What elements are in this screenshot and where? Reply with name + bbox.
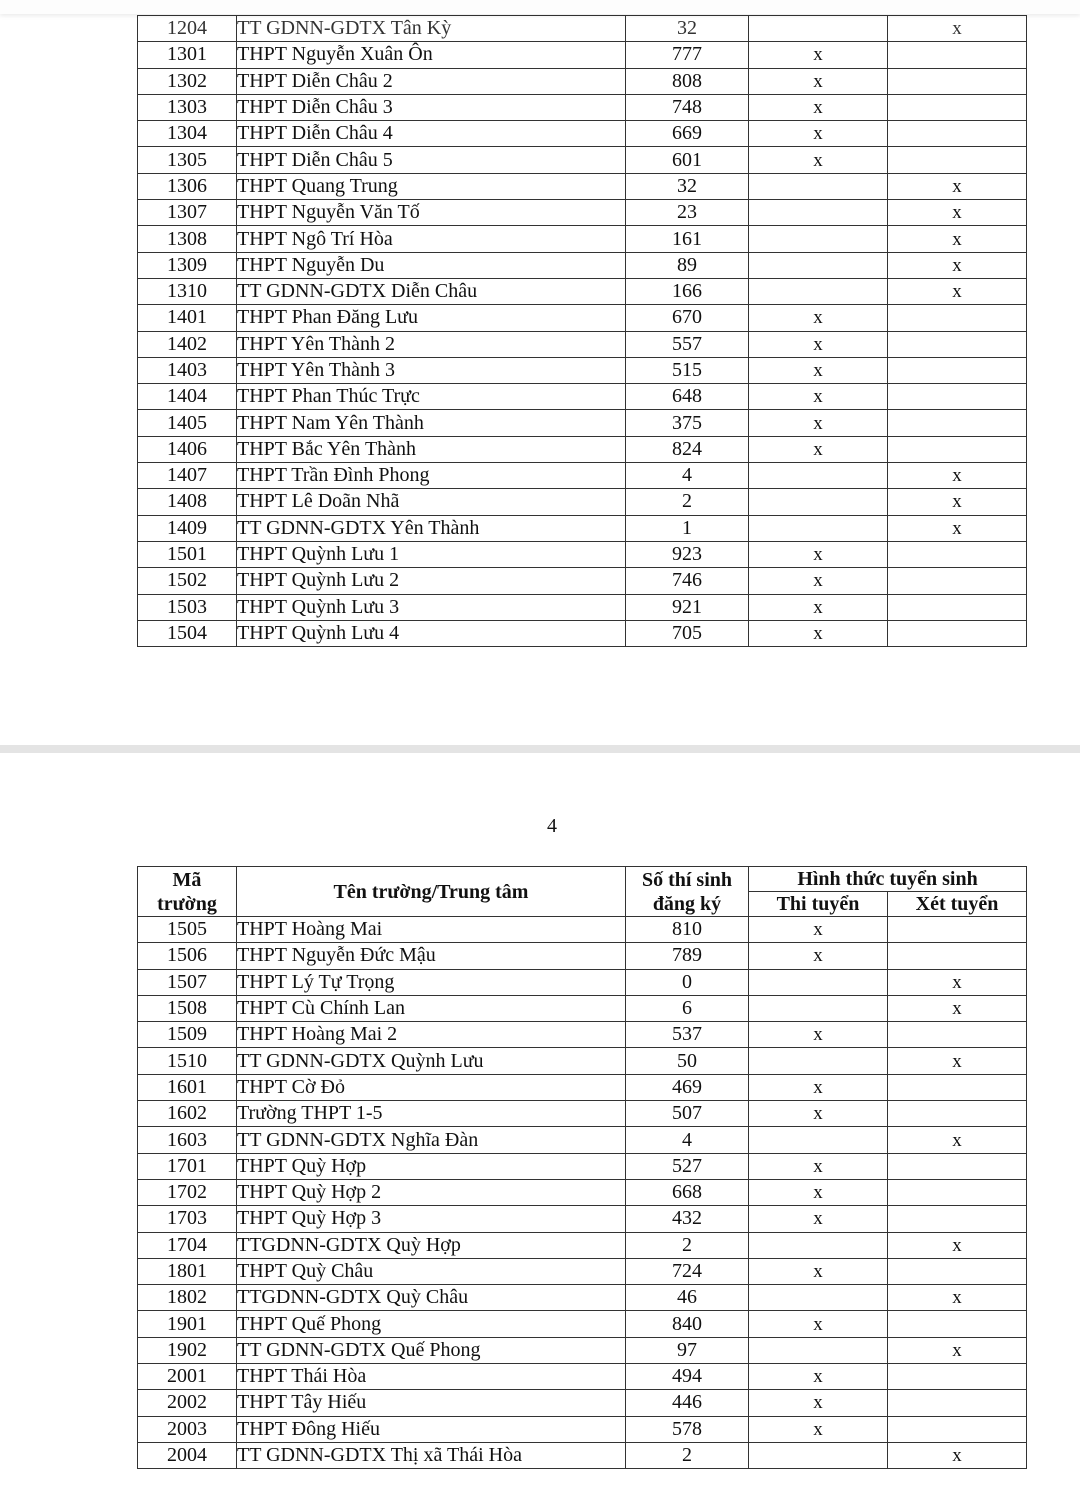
table-row — [138, 278, 1027, 304]
exam-mark: x — [749, 436, 888, 462]
registrant-count: 166 — [626, 278, 749, 304]
exam-mark: x — [749, 42, 888, 68]
school-code: 1704 — [138, 1232, 237, 1258]
table-row — [138, 1232, 1027, 1258]
school-name: THPT Hoàng Mai — [237, 917, 626, 943]
school-name: THPT Nguyễn Du — [237, 252, 626, 278]
review-mark — [888, 568, 1027, 594]
table-row — [138, 226, 1027, 252]
review-mark: x — [888, 463, 1027, 489]
school-code: 1308 — [138, 226, 237, 252]
registrant-count: 1 — [626, 515, 749, 541]
school-code: 1406 — [138, 436, 237, 462]
table-row — [138, 121, 1027, 147]
school-name: THPT Nguyễn Đức Mậu — [237, 943, 626, 969]
school-code: 1504 — [138, 620, 237, 646]
registrant-count: 537 — [626, 1022, 749, 1048]
school-name: THPT Lê Doãn Nhã — [237, 489, 626, 515]
table-row — [138, 1022, 1027, 1048]
registrant-count: 23 — [626, 200, 749, 226]
exam-mark: x — [749, 1364, 888, 1390]
registrant-count: 921 — [626, 594, 749, 620]
exam-mark: x — [749, 1101, 888, 1127]
school-code: 1409 — [138, 515, 237, 541]
exam-mark: x — [749, 357, 888, 383]
exam-mark: x — [749, 541, 888, 567]
exam-mark: x — [749, 1074, 888, 1100]
registrant-count: 432 — [626, 1206, 749, 1232]
school-code: 1307 — [138, 200, 237, 226]
header-name: Tên trường/Trung tâm — [237, 867, 626, 917]
school-name: THPT Phan Đăng Lưu — [237, 305, 626, 331]
table-row — [138, 42, 1027, 68]
exam-mark: x — [749, 594, 888, 620]
exam-mark — [749, 173, 888, 199]
review-mark — [888, 147, 1027, 173]
review-mark: x — [888, 16, 1027, 42]
exam-mark: x — [749, 917, 888, 943]
review-mark — [888, 1258, 1027, 1284]
review-mark — [888, 384, 1027, 410]
school-code: 1902 — [138, 1337, 237, 1363]
review-mark: x — [888, 969, 1027, 995]
review-mark: x — [888, 278, 1027, 304]
school-code: 1403 — [138, 357, 237, 383]
school-name: THPT Trần Đình Phong — [237, 463, 626, 489]
registrant-count: 2 — [626, 1442, 749, 1468]
table-row — [138, 1364, 1027, 1390]
registrant-count: 89 — [626, 252, 749, 278]
school-name: TT GDNN-GDTX Quỳnh Lưu — [237, 1048, 626, 1074]
review-mark: x — [888, 1337, 1027, 1363]
registrant-count: 557 — [626, 331, 749, 357]
header-code: Mã trường — [138, 867, 237, 917]
review-mark: x — [888, 200, 1027, 226]
school-code: 2003 — [138, 1416, 237, 1442]
review-mark: x — [888, 173, 1027, 199]
school-code: 1506 — [138, 943, 237, 969]
school-code: 1702 — [138, 1179, 237, 1205]
registrant-count: 375 — [626, 410, 749, 436]
registrant-count: 705 — [626, 620, 749, 646]
school-name: TT GDNN-GDTX Yên Thành — [237, 515, 626, 541]
school-name: THPT Diễn Châu 5 — [237, 147, 626, 173]
school-code: 1602 — [138, 1101, 237, 1127]
school-code: 1302 — [138, 68, 237, 94]
school-code: 1401 — [138, 305, 237, 331]
school-code: 1402 — [138, 331, 237, 357]
registrant-count: 746 — [626, 568, 749, 594]
review-mark — [888, 943, 1027, 969]
exam-mark — [749, 463, 888, 489]
registrant-count: 2 — [626, 1232, 749, 1258]
header-exam: Thi tuyển — [749, 892, 888, 917]
school-code: 1802 — [138, 1285, 237, 1311]
exam-mark — [749, 252, 888, 278]
school-code: 1703 — [138, 1206, 237, 1232]
review-mark — [888, 42, 1027, 68]
school-name: TT GDNN-GDTX Tân Kỳ — [237, 16, 626, 42]
school-code: 1503 — [138, 594, 237, 620]
registrant-count: 748 — [626, 94, 749, 120]
exam-mark — [749, 489, 888, 515]
table-row — [138, 200, 1027, 226]
table-row — [138, 463, 1027, 489]
exam-mark: x — [749, 1206, 888, 1232]
exam-mark: x — [749, 410, 888, 436]
table-row — [138, 252, 1027, 278]
exam-mark: x — [749, 568, 888, 594]
school-code: 1507 — [138, 969, 237, 995]
review-mark: x — [888, 1048, 1027, 1074]
school-name: THPT Quỳnh Lưu 2 — [237, 568, 626, 594]
school-name: THPT Quỳ Hợp 2 — [237, 1179, 626, 1205]
review-mark — [888, 68, 1027, 94]
exam-mark: x — [749, 1311, 888, 1337]
school-name: TT GDNN-GDTX Quế Phong — [237, 1337, 626, 1363]
table-row — [138, 1179, 1027, 1205]
table-header-row — [138, 867, 1027, 892]
registrant-count: 6 — [626, 995, 749, 1021]
school-code: 1509 — [138, 1022, 237, 1048]
school-name: THPT Phan Thúc Trực — [237, 384, 626, 410]
review-mark — [888, 1101, 1027, 1127]
exam-mark — [749, 278, 888, 304]
registrant-count: 50 — [626, 1048, 749, 1074]
review-mark: x — [888, 1442, 1027, 1468]
school-code: 1601 — [138, 1074, 237, 1100]
table-row — [138, 969, 1027, 995]
table-row — [138, 410, 1027, 436]
school-name: Trường THPT 1-5 — [237, 1101, 626, 1127]
school-code: 1306 — [138, 173, 237, 199]
school-code: 1301 — [138, 42, 237, 68]
table-row — [138, 357, 1027, 383]
registrant-count: 97 — [626, 1337, 749, 1363]
school-name: THPT Tây Hiếu — [237, 1390, 626, 1416]
school-name: THPT Quế Phong — [237, 1311, 626, 1337]
table-row — [138, 1258, 1027, 1284]
school-name: THPT Nguyễn Văn Tố — [237, 200, 626, 226]
exam-mark: x — [749, 620, 888, 646]
school-name: THPT Bắc Yên Thành — [237, 436, 626, 462]
table-row — [138, 1390, 1027, 1416]
registrant-count: 789 — [626, 943, 749, 969]
review-mark — [888, 331, 1027, 357]
review-mark — [888, 436, 1027, 462]
table-row — [138, 568, 1027, 594]
review-mark — [888, 1153, 1027, 1179]
registrant-count: 469 — [626, 1074, 749, 1100]
school-name: THPT Nam Yên Thành — [237, 410, 626, 436]
school-code: 2002 — [138, 1390, 237, 1416]
registrant-count: 669 — [626, 121, 749, 147]
review-mark — [888, 1416, 1027, 1442]
exam-mark: x — [749, 943, 888, 969]
review-mark — [888, 305, 1027, 331]
school-code: 1304 — [138, 121, 237, 147]
review-mark — [888, 94, 1027, 120]
table-row-partial — [138, 16, 1027, 42]
exam-mark: x — [749, 94, 888, 120]
registrant-count: 494 — [626, 1364, 749, 1390]
exam-mark: x — [749, 1179, 888, 1205]
registrant-count: 46 — [626, 1285, 749, 1311]
school-name: TT GDNN-GDTX Nghĩa Đàn — [237, 1127, 626, 1153]
school-code: 1305 — [138, 147, 237, 173]
table-row — [138, 620, 1027, 646]
document-page-3 — [0, 0, 1080, 745]
registrant-count: 810 — [626, 917, 749, 943]
admission-table-page-3 — [137, 15, 1027, 647]
school-code: 1303 — [138, 94, 237, 120]
exam-mark: x — [749, 305, 888, 331]
school-code: 1407 — [138, 463, 237, 489]
school-code: 1204 — [138, 16, 237, 42]
table-row — [138, 384, 1027, 410]
exam-mark — [749, 1285, 888, 1311]
page-divider — [0, 745, 1080, 753]
exam-mark — [749, 1232, 888, 1258]
review-mark — [888, 1022, 1027, 1048]
review-mark: x — [888, 1127, 1027, 1153]
review-mark: x — [888, 1232, 1027, 1258]
exam-mark: x — [749, 121, 888, 147]
header-method: Hình thức tuyển sinh — [749, 867, 1027, 892]
table-row — [138, 173, 1027, 199]
registrant-count: 446 — [626, 1390, 749, 1416]
review-mark — [888, 410, 1027, 436]
exam-mark: x — [749, 147, 888, 173]
registrant-count: 32 — [626, 173, 749, 199]
review-mark — [888, 917, 1027, 943]
table-row — [138, 1206, 1027, 1232]
school-name: THPT Quang Trung — [237, 173, 626, 199]
school-name: TTGDNN-GDTX Quỳ Hợp — [237, 1232, 626, 1258]
school-name: THPT Đông Hiếu — [237, 1416, 626, 1442]
review-mark: x — [888, 515, 1027, 541]
school-code: 1404 — [138, 384, 237, 410]
school-code: 1701 — [138, 1153, 237, 1179]
table-row — [138, 1311, 1027, 1337]
exam-mark — [749, 969, 888, 995]
school-code: 1901 — [138, 1311, 237, 1337]
review-mark: x — [888, 252, 1027, 278]
table-row — [138, 943, 1027, 969]
school-code: 1408 — [138, 489, 237, 515]
table-row — [138, 515, 1027, 541]
admission-table-page-4 — [137, 866, 1027, 1469]
registrant-count: 507 — [626, 1101, 749, 1127]
registrant-count: 601 — [626, 147, 749, 173]
school-code: 2001 — [138, 1364, 237, 1390]
page-number: 4 — [547, 815, 557, 837]
table-row — [138, 1285, 1027, 1311]
registrant-count: 32 — [626, 16, 749, 42]
school-name: THPT Quỳnh Lưu 3 — [237, 594, 626, 620]
table-row — [138, 1127, 1027, 1153]
registrant-count: 4 — [626, 1127, 749, 1153]
exam-mark: x — [749, 1416, 888, 1442]
exam-mark — [749, 1442, 888, 1468]
school-name: THPT Diễn Châu 3 — [237, 94, 626, 120]
school-name: THPT Nguyễn Xuân Ôn — [237, 42, 626, 68]
review-mark — [888, 620, 1027, 646]
school-code: 1510 — [138, 1048, 237, 1074]
table-row — [138, 305, 1027, 331]
table-row — [138, 489, 1027, 515]
school-code: 1505 — [138, 917, 237, 943]
school-name: THPT Cù Chính Lan — [237, 995, 626, 1021]
exam-mark: x — [749, 1258, 888, 1284]
review-mark — [888, 594, 1027, 620]
review-mark — [888, 1364, 1027, 1390]
exam-mark — [749, 515, 888, 541]
registrant-count: 578 — [626, 1416, 749, 1442]
registrant-count: 777 — [626, 42, 749, 68]
exam-mark: x — [749, 384, 888, 410]
review-mark — [888, 1390, 1027, 1416]
school-name: THPT Quỳ Hợp 3 — [237, 1206, 626, 1232]
review-mark — [888, 541, 1027, 567]
exam-mark — [749, 16, 888, 42]
registrant-count: 808 — [626, 68, 749, 94]
table-row — [138, 1153, 1027, 1179]
table-row — [138, 995, 1027, 1021]
registrant-count: 2 — [626, 489, 749, 515]
school-code: 1309 — [138, 252, 237, 278]
exam-mark — [749, 200, 888, 226]
registrant-count: 0 — [626, 969, 749, 995]
exam-mark: x — [749, 1153, 888, 1179]
school-name: THPT Hoàng Mai 2 — [237, 1022, 626, 1048]
school-name: THPT Quỳnh Lưu 1 — [237, 541, 626, 567]
exam-mark — [749, 1337, 888, 1363]
school-name: THPT Diễn Châu 4 — [237, 121, 626, 147]
table-row — [138, 1416, 1027, 1442]
school-code: 1405 — [138, 410, 237, 436]
registrant-count: 4 — [626, 463, 749, 489]
document-page-4 — [0, 753, 1080, 1496]
school-code: 1508 — [138, 995, 237, 1021]
school-name: THPT Quỳ Châu — [237, 1258, 626, 1284]
table-row — [138, 436, 1027, 462]
school-code: 2004 — [138, 1442, 237, 1468]
table-row — [138, 1048, 1027, 1074]
school-name: THPT Quỳnh Lưu 4 — [237, 620, 626, 646]
review-mark: x — [888, 1285, 1027, 1311]
table-row — [138, 1337, 1027, 1363]
registrant-count: 840 — [626, 1311, 749, 1337]
review-mark — [888, 121, 1027, 147]
school-name: THPT Diễn Châu 2 — [237, 68, 626, 94]
school-code: 1801 — [138, 1258, 237, 1284]
table-row — [138, 147, 1027, 173]
review-mark — [888, 1311, 1027, 1337]
school-code: 1501 — [138, 541, 237, 567]
school-code: 1603 — [138, 1127, 237, 1153]
registrant-count: 923 — [626, 541, 749, 567]
registrant-count: 668 — [626, 1179, 749, 1205]
school-name: TT GDNN-GDTX Thị xã Thái Hòa — [237, 1442, 626, 1468]
exam-mark: x — [749, 68, 888, 94]
table-row — [138, 331, 1027, 357]
exam-mark: x — [749, 1022, 888, 1048]
school-name: THPT Quỳ Hợp — [237, 1153, 626, 1179]
table-row — [138, 541, 1027, 567]
exam-mark: x — [749, 1390, 888, 1416]
registrant-count: 161 — [626, 226, 749, 252]
exam-mark — [749, 995, 888, 1021]
viewer-top-bar — [0, 0, 1080, 14]
exam-mark — [749, 1048, 888, 1074]
registrant-count: 648 — [626, 384, 749, 410]
exam-mark — [749, 226, 888, 252]
header-count: Số thí sinh đăng ký — [626, 867, 749, 917]
school-name: TT GDNN-GDTX Diễn Châu — [237, 278, 626, 304]
table-row — [138, 1101, 1027, 1127]
header-review: Xét tuyển — [888, 892, 1027, 917]
registrant-count: 515 — [626, 357, 749, 383]
school-name: THPT Ngô Trí Hòa — [237, 226, 626, 252]
table-row — [138, 594, 1027, 620]
school-name: TTGDNN-GDTX Quỳ Châu — [237, 1285, 626, 1311]
registrant-count: 824 — [626, 436, 749, 462]
table-row — [138, 917, 1027, 943]
exam-mark: x — [749, 331, 888, 357]
registrant-count: 527 — [626, 1153, 749, 1179]
review-mark: x — [888, 489, 1027, 515]
review-mark — [888, 1074, 1027, 1100]
school-name: THPT Lý Tự Trọng — [237, 969, 626, 995]
table-row — [138, 94, 1027, 120]
review-mark: x — [888, 995, 1027, 1021]
review-mark — [888, 357, 1027, 383]
school-name: THPT Yên Thành 3 — [237, 357, 626, 383]
review-mark — [888, 1179, 1027, 1205]
school-name: THPT Cờ Đỏ — [237, 1074, 626, 1100]
table-row — [138, 1442, 1027, 1468]
exam-mark — [749, 1127, 888, 1153]
school-name: THPT Yên Thành 2 — [237, 331, 626, 357]
table-row — [138, 68, 1027, 94]
school-name: THPT Thái Hòa — [237, 1364, 626, 1390]
school-code: 1310 — [138, 278, 237, 304]
table-row — [138, 1074, 1027, 1100]
registrant-count: 724 — [626, 1258, 749, 1284]
review-mark — [888, 1206, 1027, 1232]
review-mark: x — [888, 226, 1027, 252]
school-code: 1502 — [138, 568, 237, 594]
registrant-count: 670 — [626, 305, 749, 331]
